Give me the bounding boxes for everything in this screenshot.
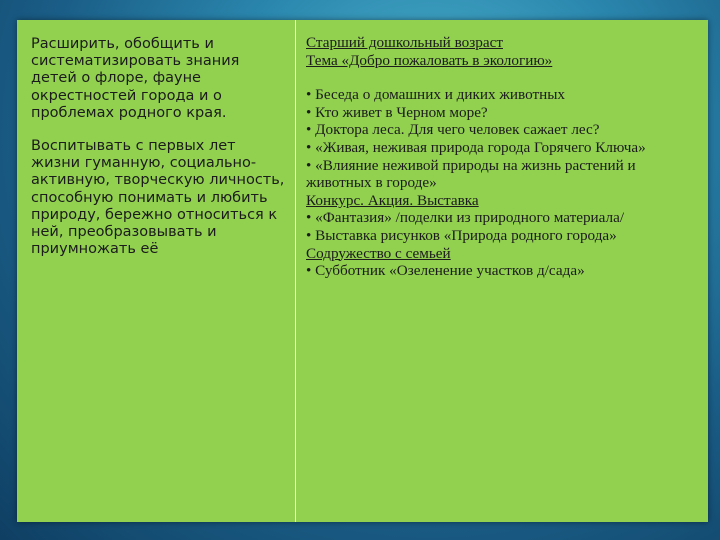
age-group-heading: Старший дошкольный возраст — [306, 34, 503, 51]
list-item-text: «Живая, неживая природа города Горячего Ключа» — [315, 138, 646, 156]
section-title-contest: Конкурс. Акция. Выставка — [306, 191, 479, 209]
bullet-icon: • — [306, 209, 312, 227]
goal-paragraph-1: Расширить, обобщить и систематизировать знания детей о флоре, фауне окрестностей города и о проблемах родного края. — [31, 36, 240, 121]
list-item — [306, 139, 702, 157]
list-item-text: Беседа о домашних и диких животных — [315, 86, 566, 104]
goals-column — [17, 20, 296, 522]
list-item-text: «Фантазия» /поделки из природного материала/ — [315, 209, 625, 227]
list-item — [306, 121, 702, 139]
bullet-icon: • — [306, 86, 312, 104]
list-item-text: Кто живет в Черном море? — [315, 103, 488, 121]
list-item — [306, 209, 702, 227]
list-item — [306, 157, 702, 192]
activities-list — [306, 86, 702, 192]
list-item-text: «Влияние неживой природы на жизнь растений и животных в городе» — [306, 156, 636, 192]
section-title-family: Содружество с семьей — [306, 244, 451, 262]
list-item — [306, 262, 702, 280]
bullet-icon: • — [306, 262, 312, 280]
bullet-icon: • — [306, 121, 312, 139]
list-item — [306, 86, 702, 104]
bullet-icon: • — [306, 226, 312, 244]
bullet-icon: • — [306, 103, 312, 121]
goal-paragraph-2: Воспитывать с первых лет жизни гуманную, социально-активную, творческую личность, способную понимать и любить природу, бережно относиться к ней, преобразовывать и приумножать её — [31, 138, 285, 258]
list-item — [306, 104, 702, 122]
list-item-text: Выставка рисунков «Природа родного города» — [315, 226, 617, 244]
topic-heading: Тема «Добро пожаловать в экологию» — [306, 51, 553, 69]
bullet-icon: • — [306, 138, 312, 156]
bullet-icon: • — [306, 156, 312, 174]
list-item-text: Субботник «Озеленение участков д/сада» — [315, 262, 585, 280]
list-item — [306, 227, 702, 245]
activities-column — [296, 20, 708, 522]
content-table — [17, 20, 708, 522]
list-item-text: Доктора леса. Для чего человек сажает лес? — [315, 121, 600, 139]
